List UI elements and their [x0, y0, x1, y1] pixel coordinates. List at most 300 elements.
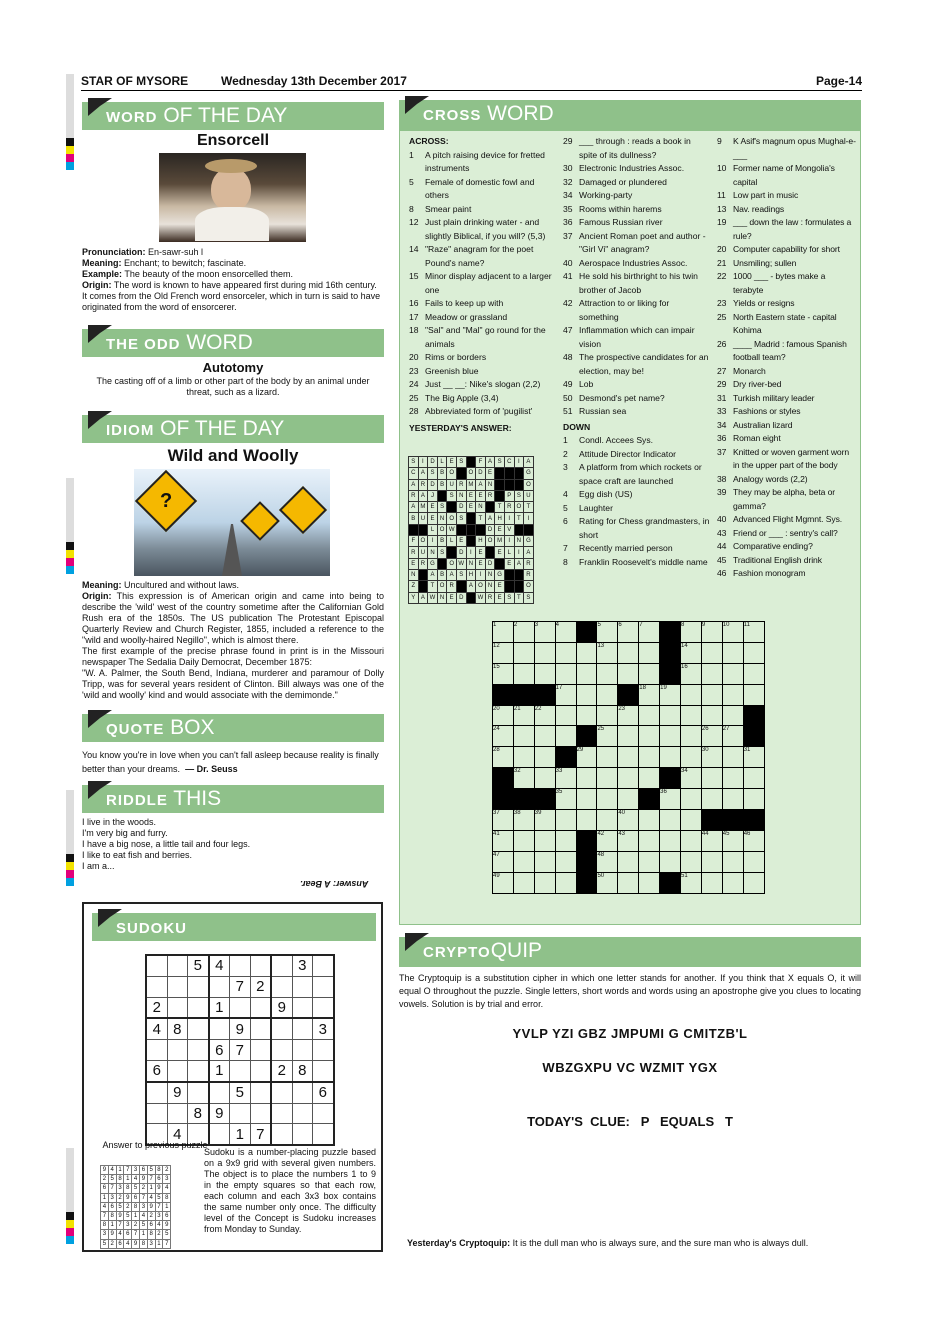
crossword-cell[interactable]: 50	[597, 872, 618, 893]
sudoku-answer-cell: 7	[132, 1230, 140, 1239]
answer-cell: D	[456, 592, 466, 603]
sudoku-answer-cell: 5	[124, 1211, 132, 1220]
crossword-cell[interactable]	[597, 810, 618, 831]
sudoku-cell[interactable]	[250, 1082, 271, 1103]
sudoku-cell[interactable]	[271, 976, 292, 997]
clue-item: 29 Dry river-bed	[717, 379, 782, 389]
crossword-cell[interactable]	[660, 747, 681, 768]
crossword-cell[interactable]	[681, 810, 702, 831]
clue-item: 6 Rating for Chess grandmasters, in short	[563, 516, 710, 540]
answer-cell: T	[476, 513, 486, 524]
crossword-cell[interactable]	[555, 830, 576, 851]
sudoku-answer-cell: 8	[163, 1193, 171, 1202]
sudoku-cell[interactable]	[313, 1124, 334, 1145]
crossword-cell[interactable]	[681, 789, 702, 810]
crossword-cell[interactable]	[743, 663, 764, 684]
sudoku-cell[interactable]	[146, 1103, 167, 1124]
crossword-grid[interactable]	[492, 621, 765, 894]
crossword-cell[interactable]: 3	[534, 622, 555, 643]
clue-item: 47 Inflammation which can impair vision	[563, 325, 695, 349]
crossword-cell[interactable]	[701, 663, 722, 684]
crossword-cell[interactable]	[639, 642, 660, 663]
crossword-cell[interactable]: 18	[639, 684, 660, 705]
answer-cell: E	[466, 490, 476, 501]
crossword-cell[interactable]: 29	[576, 747, 597, 768]
sudoku-answer-cell: 6	[147, 1221, 155, 1230]
clue-item: 35 Rooms within harems	[563, 203, 662, 214]
crossword-cell[interactable]: 31	[743, 747, 764, 768]
crossword-cell[interactable]: 14	[681, 642, 702, 663]
crossword-cell[interactable]: 28	[493, 747, 514, 768]
sudoku-cell[interactable]	[230, 955, 251, 976]
sudoku-cell[interactable]	[167, 955, 188, 976]
sudoku-cell[interactable]	[146, 976, 167, 997]
crossword-cell[interactable]: 44	[701, 830, 722, 851]
crossword-cell[interactable]	[597, 747, 618, 768]
crossword-cell[interactable]	[618, 747, 639, 768]
sudoku-cell[interactable]	[230, 1060, 251, 1081]
crossword-cell[interactable]	[681, 851, 702, 872]
sudoku-answer-cell: 6	[139, 1166, 147, 1175]
crossword-cell[interactable]	[555, 663, 576, 684]
crossword-cell[interactable]	[597, 663, 618, 684]
crossword-cell[interactable]: 40	[618, 810, 639, 831]
crossword-cell[interactable]	[576, 642, 597, 663]
crossword-cell[interactable]	[513, 872, 534, 893]
color-strip	[66, 74, 74, 170]
crossword-cell[interactable]: 38	[513, 810, 534, 831]
answer-cell: O	[485, 536, 495, 547]
sudoku-cell: 7	[230, 976, 251, 997]
sudoku-cell[interactable]	[250, 1018, 271, 1039]
crossword-cell[interactable]	[534, 726, 555, 747]
answer-cell: L	[504, 547, 514, 558]
sudoku-cell[interactable]	[188, 997, 209, 1018]
crossword-cell[interactable]	[534, 663, 555, 684]
crossword-cell[interactable]: 41	[493, 830, 514, 851]
sudoku-cell[interactable]	[250, 955, 271, 976]
fork-sign-icon	[279, 486, 327, 534]
crossword-cell[interactable]: 25	[597, 726, 618, 747]
crossword-cell[interactable]	[534, 851, 555, 872]
crossword-cell[interactable]	[639, 830, 660, 851]
crossword-cell[interactable]: 19	[660, 684, 681, 705]
sudoku-cell[interactable]	[188, 1082, 209, 1103]
clue-item: 20 Computer capability for short	[717, 244, 840, 254]
sudoku-cell[interactable]	[292, 1124, 313, 1145]
crossword-cell[interactable]	[681, 830, 702, 851]
black-square	[476, 524, 486, 535]
crossword-cell[interactable]: 33	[555, 768, 576, 789]
crossword-cell[interactable]	[555, 726, 576, 747]
crossword-cell[interactable]: 48	[597, 851, 618, 872]
sudoku-cell: 7	[230, 1040, 251, 1061]
crossword-cell[interactable]	[513, 663, 534, 684]
answer-cell: O	[447, 513, 457, 524]
crossword-cell[interactable]	[597, 705, 618, 726]
crossword-cell[interactable]	[618, 768, 639, 789]
sudoku-cell[interactable]	[313, 955, 334, 976]
crossword-cell[interactable]: 37	[493, 810, 514, 831]
crossword-cell[interactable]	[722, 705, 743, 726]
answer-cell: N	[485, 569, 495, 580]
clue-item: 14 "Raze" anagram for the poet Pound's name?	[409, 244, 534, 268]
sudoku-cell[interactable]	[250, 1040, 271, 1061]
black-square	[485, 547, 495, 558]
answer-cell: E	[476, 558, 486, 569]
crossword-cell[interactable]	[639, 747, 660, 768]
crossword-cell[interactable]	[743, 642, 764, 663]
crossword-cell[interactable]	[597, 768, 618, 789]
sudoku-cell[interactable]	[292, 1018, 313, 1039]
crossword-cell[interactable]	[555, 810, 576, 831]
answer-cell: D	[428, 457, 438, 468]
crossword-cell[interactable]: 15	[493, 663, 514, 684]
sudoku-answer-cell: 5	[132, 1184, 140, 1193]
answer-cell: R	[447, 581, 457, 592]
crossword-cell[interactable]	[618, 851, 639, 872]
sudoku-answer-cell: 8	[155, 1166, 163, 1175]
clue-item: 31 Turkish military leader	[717, 392, 815, 403]
sudoku-cell[interactable]	[250, 1103, 271, 1124]
black-square	[743, 810, 764, 831]
crossword-cell[interactable]	[555, 705, 576, 726]
sudoku-cell: 4	[146, 1018, 167, 1039]
crossword-cell[interactable]: 11	[743, 622, 764, 643]
sudoku-description: Sudoku is a number-placing puzzle based on a 9x9 grid with several given numbers. The object is to place the numbers 1 to 9 in the empty squares so that each row, each column and each 3x3 box contains the same number only once. The difficulty level of the Concept is Sudoku increases from Monday to Sunday.	[204, 1147, 376, 1234]
answer-cell: E	[476, 547, 486, 558]
crossword-cell[interactable]: 43	[618, 830, 639, 851]
sudoku-cell[interactable]	[188, 1018, 209, 1039]
crossword-cell[interactable]: 34	[681, 768, 702, 789]
answer-cell: S	[409, 457, 419, 468]
clue-item: 32 Damaged or plundered	[563, 176, 667, 187]
crossword-cell[interactable]	[513, 830, 534, 851]
crossword-cell[interactable]	[743, 789, 764, 810]
sudoku-cell[interactable]	[167, 1040, 188, 1061]
clue-item: 9 K Asif's magnum opus Mughal-e-___	[717, 136, 856, 160]
sudoku-answer-cell: 1	[124, 1175, 132, 1184]
sudoku-cell[interactable]	[188, 1040, 209, 1061]
crossword-cell[interactable]	[743, 768, 764, 789]
black-square	[495, 558, 505, 569]
crossword-cell[interactable]: 32	[513, 768, 534, 789]
sudoku-cell[interactable]	[271, 1103, 292, 1124]
crossword-cell[interactable]	[639, 872, 660, 893]
crossword-cell[interactable]	[722, 872, 743, 893]
sudoku-cell[interactable]	[313, 1060, 334, 1081]
sudoku-answer-cell: 5	[147, 1166, 155, 1175]
sudoku-answer-cell: 2	[147, 1211, 155, 1220]
crossword-cell[interactable]	[576, 663, 597, 684]
black-square	[466, 513, 476, 524]
crossword-cell[interactable]	[660, 810, 681, 831]
answer-cell: S	[437, 502, 447, 513]
crossword-cell[interactable]	[701, 851, 722, 872]
crossword-cell[interactable]	[576, 705, 597, 726]
color-strip	[66, 1148, 74, 1244]
crossword-cell[interactable]	[513, 747, 534, 768]
answer-cell: E	[456, 536, 466, 547]
clue-item: 21 Unsmiling; sullen	[717, 257, 797, 268]
black-square	[447, 547, 457, 558]
crossword-cell[interactable]	[576, 684, 597, 705]
crossword-cell[interactable]	[722, 663, 743, 684]
black-square	[495, 468, 505, 479]
sudoku-answer-cell: 6	[163, 1211, 171, 1220]
crossword-cell[interactable]: 36	[660, 789, 681, 810]
crossword-cell[interactable]: 7	[639, 622, 660, 643]
answer-cell: S	[514, 490, 524, 501]
sudoku-cell[interactable]	[313, 1103, 334, 1124]
sudoku-cell[interactable]	[209, 1082, 230, 1103]
sudoku-answer-cell: 9	[124, 1193, 132, 1202]
crossword-cell[interactable]: 45	[722, 830, 743, 851]
answer-cell: I	[524, 513, 534, 524]
crossword-cell[interactable]	[618, 726, 639, 747]
crossword-cell[interactable]	[534, 642, 555, 663]
crossword-cell[interactable]	[639, 663, 660, 684]
sudoku-cell[interactable]	[313, 997, 334, 1018]
crossword-cell[interactable]	[513, 642, 534, 663]
crossword-cell[interactable]	[743, 872, 764, 893]
sudoku-cell[interactable]	[188, 976, 209, 997]
crossword-cell[interactable]	[743, 684, 764, 705]
answer-cell: E	[485, 468, 495, 479]
crossword-cell[interactable]	[681, 705, 702, 726]
crossword-cell[interactable]	[513, 726, 534, 747]
idiom-phrase: Wild and Woolly	[167, 446, 299, 465]
crossword-cell[interactable]	[555, 851, 576, 872]
sudoku-cell[interactable]	[271, 1124, 292, 1145]
black-square	[576, 726, 597, 747]
sudoku-cell[interactable]	[271, 1040, 292, 1061]
crossword-cell[interactable]	[639, 810, 660, 831]
crossword-cell[interactable]	[722, 642, 743, 663]
sudoku-cell[interactable]	[209, 976, 230, 997]
sudoku-answer-cell: 3	[101, 1230, 109, 1239]
crossword-cell[interactable]: 35	[555, 789, 576, 810]
crossword-cell[interactable]	[722, 768, 743, 789]
crossword-cell[interactable]	[534, 747, 555, 768]
sudoku-cell[interactable]	[292, 1082, 313, 1103]
sudoku-answer-cell: 3	[139, 1202, 147, 1211]
crossword-cell[interactable]	[597, 684, 618, 705]
crossword-bar: CROSS WORD	[399, 100, 861, 131]
crossword-cell[interactable]	[576, 789, 597, 810]
answer-cell: E	[476, 490, 486, 501]
odd-word-bar: THE ODD WORD	[82, 329, 384, 357]
crossword-cell[interactable]	[722, 789, 743, 810]
crossword-cell[interactable]	[660, 830, 681, 851]
crossword-cell[interactable]	[534, 768, 555, 789]
sudoku-cell[interactable]	[292, 1040, 313, 1061]
crossword-cell[interactable]: 4	[555, 622, 576, 643]
crossword-cell[interactable]: 16	[681, 663, 702, 684]
crossword-cell[interactable]	[597, 789, 618, 810]
sudoku-answer-cell: 1	[147, 1184, 155, 1193]
clue-item: 7 Recently married person	[563, 543, 673, 553]
crossword-cell[interactable]: 42	[597, 830, 618, 851]
crossword-cell[interactable]	[639, 705, 660, 726]
crossword-cell[interactable]	[701, 768, 722, 789]
crossword-cell[interactable]: 12	[493, 642, 514, 663]
crossword-cell[interactable]	[681, 684, 702, 705]
crossword-cell[interactable]	[513, 851, 534, 872]
crossword-cell[interactable]	[534, 830, 555, 851]
across-clues-col2: 29 ___ through : reads a book in spite of its dullness? 30 Electronic Industries Assoc. 32 Damaged or plundered 34 Working-party 35 Rooms within harems 36 Famous Russian river 37 Ancient Roman poet and author - "Girl Vi" anagram? 40 Aerospace Industries Assoc. 41 He sold his birthright to his twin brother of Jacob 42 Attraction to or liking for something 47 Inflammation which can impair vision 48 The prospective candidates for an election, may be! 49 Lob 50 Desmond's pet name? 51 Russian sea DOWN 1 Condl. Accees Sys. 2 Attitude Director Indicator 3 A platform from which rockets or space craft are launched 4 Egg dish (US) 5 Laughter 6 Rating for Chess grandmasters, in short 7 Recently married person 8 Franklin Roosevelt's middle name	[563, 135, 713, 569]
crossword-cell[interactable]	[701, 705, 722, 726]
sudoku-cell[interactable]	[167, 1060, 188, 1081]
sudoku-cell[interactable]	[271, 1018, 292, 1039]
crossword-cell[interactable]	[701, 684, 722, 705]
riddle-lines: I live in the woods. I'm very big and furry. I have a big nose, a little tail and four legs. I like to eat fish and berries. I am a...	[82, 817, 251, 871]
sudoku-cell[interactable]	[271, 955, 292, 976]
clue-item: 50 Desmond's pet name?	[563, 392, 665, 403]
sudoku-cell[interactable]	[209, 1018, 230, 1039]
black-square	[514, 468, 524, 479]
black-square	[466, 524, 476, 535]
answer-cell: S	[456, 569, 466, 580]
crossword-cell[interactable]	[618, 789, 639, 810]
sudoku-answer-cell: 3	[163, 1175, 171, 1184]
answer-cell: A	[524, 547, 534, 558]
crossword-cell[interactable]: 27	[722, 726, 743, 747]
crossword-cell[interactable]	[722, 851, 743, 872]
sudoku-answer-cell: 1	[132, 1211, 140, 1220]
sudoku-cell[interactable]	[188, 1060, 209, 1081]
sudoku-cell[interactable]	[167, 1103, 188, 1124]
crossword-cell[interactable]: 30	[701, 747, 722, 768]
answer-cell: J	[428, 490, 438, 501]
sudoku-answer-cell: 9	[139, 1175, 147, 1184]
page-number: Page-14	[815, 74, 862, 88]
answer-cell: D	[476, 468, 486, 479]
crossword-cell[interactable]: 23	[618, 705, 639, 726]
sudoku-cell[interactable]	[292, 1103, 313, 1124]
crossword-cell[interactable]: 24	[493, 726, 514, 747]
crossword-cell[interactable]: 5	[597, 622, 618, 643]
sudoku-answer-cell: 9	[147, 1202, 155, 1211]
crossword-cell[interactable]	[639, 851, 660, 872]
sudoku-cell[interactable]	[146, 1040, 167, 1061]
crossword-cell[interactable]	[639, 726, 660, 747]
crossword-cell[interactable]	[701, 789, 722, 810]
sudoku-cell[interactable]	[292, 997, 313, 1018]
sudoku-cell[interactable]	[250, 1060, 271, 1081]
crossword-cell[interactable]	[701, 642, 722, 663]
sudoku-answer-cell: 9	[116, 1211, 124, 1220]
crossword-cell[interactable]: 49	[493, 872, 514, 893]
answer-cell: A	[447, 569, 457, 580]
crossword-cell[interactable]: 1	[493, 622, 514, 643]
crossword-cell[interactable]	[618, 872, 639, 893]
crossword-cell[interactable]: 20	[493, 705, 514, 726]
black-square	[466, 536, 476, 547]
crossword-cell[interactable]: 51	[681, 872, 702, 893]
black-square	[447, 502, 457, 513]
crossword-cell[interactable]	[576, 810, 597, 831]
crossword-cell[interactable]: 2	[513, 622, 534, 643]
sudoku-cell[interactable]	[292, 976, 313, 997]
sudoku-cell[interactable]	[146, 955, 167, 976]
crossword-cell[interactable]	[555, 872, 576, 893]
sudoku-cell[interactable]	[230, 1103, 251, 1124]
answer-cell: I	[504, 513, 514, 524]
crossword-cell[interactable]: 39	[534, 810, 555, 831]
crossword-cell[interactable]	[722, 684, 743, 705]
sudoku-answer-cell: 5	[139, 1221, 147, 1230]
sudoku-answer-cell: 2	[108, 1239, 116, 1248]
crossword-cell[interactable]: 47	[493, 851, 514, 872]
crossword-cell[interactable]: 21	[513, 705, 534, 726]
crossword-cell[interactable]	[618, 642, 639, 663]
black-square	[514, 524, 524, 535]
odd-word-word: Autotomy	[202, 360, 264, 375]
black-square	[514, 581, 524, 592]
answer-cell: G	[495, 569, 505, 580]
crossword-cell[interactable]: 10	[722, 622, 743, 643]
sudoku-answer-cell: 1	[163, 1202, 171, 1211]
sudoku-cell[interactable]	[167, 997, 188, 1018]
crossword-cell[interactable]: 22	[534, 705, 555, 726]
crossword-cell[interactable]: 6	[618, 622, 639, 643]
sudoku-answer-cell: 6	[124, 1230, 132, 1239]
sudoku-bar: SUDOKU	[92, 913, 376, 941]
crossword-cell[interactable]: 17	[555, 684, 576, 705]
sudoku-cell[interactable]	[250, 997, 271, 1018]
crossword-cell[interactable]	[681, 747, 702, 768]
crossword-cell[interactable]: 8	[681, 622, 702, 643]
sudoku-cell[interactable]	[167, 976, 188, 997]
answer-cell: O	[447, 558, 457, 569]
sudoku-cell: 2	[271, 1060, 292, 1081]
crossword-cell[interactable]	[660, 851, 681, 872]
sudoku-answer-cell: 6	[101, 1184, 109, 1193]
answer-cell: B	[409, 513, 419, 524]
sudoku-cell: 8	[188, 1103, 209, 1124]
crossword-cell[interactable]	[681, 726, 702, 747]
crossword-cell[interactable]	[701, 872, 722, 893]
crossword-cell[interactable]	[660, 705, 681, 726]
crossword-cell[interactable]	[534, 872, 555, 893]
crossword-cell[interactable]: 26	[701, 726, 722, 747]
sudoku-cell[interactable]	[271, 1082, 292, 1103]
sudoku-cell: 1	[209, 1060, 230, 1081]
crossword-cell[interactable]	[618, 663, 639, 684]
crossword-cell[interactable]: 9	[701, 622, 722, 643]
crossword-cell[interactable]	[576, 768, 597, 789]
sudoku-cell: 4	[167, 1124, 188, 1145]
sudoku-cell[interactable]	[230, 997, 251, 1018]
sudoku-cell[interactable]	[146, 1082, 167, 1103]
answer-cell: R	[418, 479, 428, 490]
black-square	[456, 581, 466, 592]
crossword-cell[interactable]	[743, 851, 764, 872]
sudoku-cell[interactable]	[313, 1040, 334, 1061]
sudoku-answer-cell: 7	[163, 1239, 171, 1248]
crossword-cell[interactable]	[555, 642, 576, 663]
sudoku-cell[interactable]	[313, 976, 334, 997]
crossword-cell[interactable]	[660, 726, 681, 747]
crossword-cell[interactable]: 13	[597, 642, 618, 663]
answer-cell: I	[428, 536, 438, 547]
answer-cell: R	[524, 569, 534, 580]
crossword-cell[interactable]	[639, 768, 660, 789]
crossword-cell[interactable]: 46	[743, 830, 764, 851]
crossword-cell[interactable]	[722, 747, 743, 768]
sudoku-grid	[145, 954, 335, 1146]
